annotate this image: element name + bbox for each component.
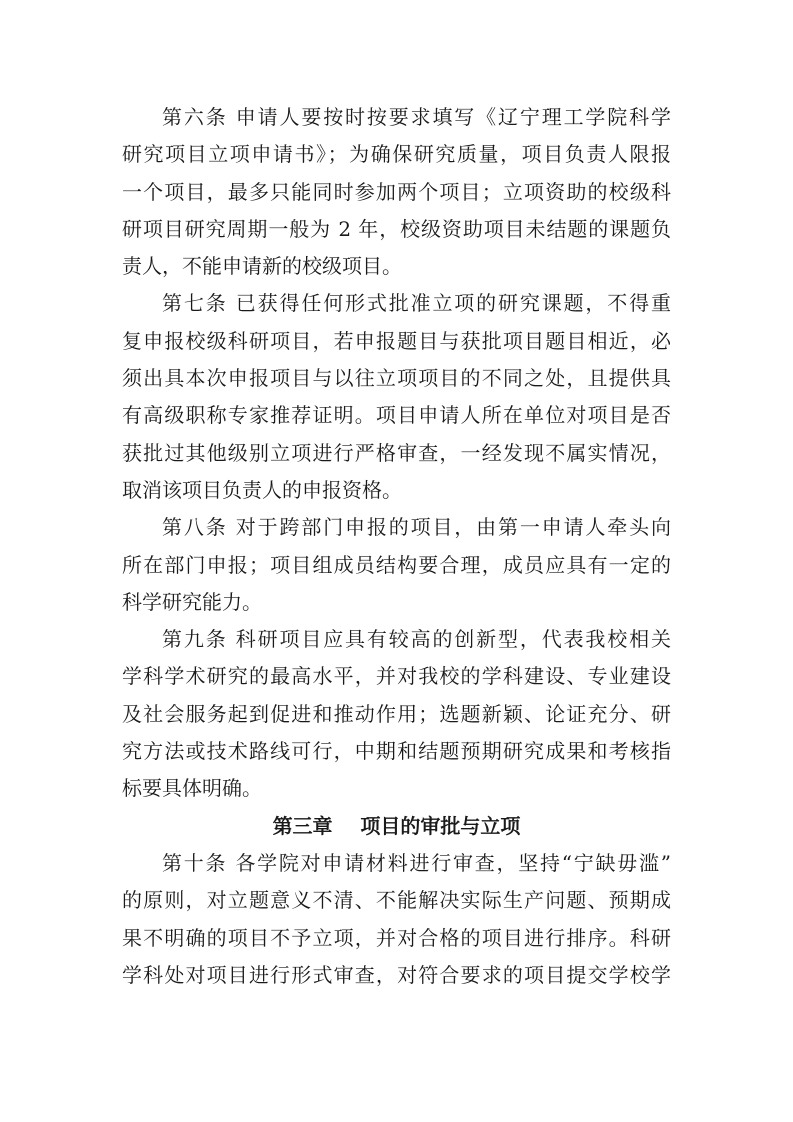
chapter-heading: 第三章 项目的审批与立项 [272, 813, 521, 838]
text-line: 第八条 对于跨部门申报的项目，由第一申请人牵头向 [162, 515, 671, 540]
text-line: 有高级职称专家推荐证明。项目申请人所在单位对项目是否 [122, 403, 671, 428]
article-paragraph [122, 845, 671, 994]
text-line: 研究项目立项申请书》；为确保研究质量，项目负责人限报 [122, 142, 671, 167]
text-line: 一个项目，最多只能同时参加两个项目；立项资助的校级科 [122, 179, 671, 204]
text-line: 第九条 科研项目应具有较高的创新型，代表我校相关 [162, 627, 671, 652]
article-paragraph [122, 99, 671, 285]
text-line: 复申报校级科研项目，若申报题目与获批项目题目相近，必 [122, 328, 671, 353]
text-line: 获批过其他级别立项进行严格审查，一经发现不属实情况， [122, 440, 671, 465]
text-line: 第十条 各学院对申请材料进行审查，坚持“宁缺毋滥” [162, 850, 671, 875]
text-line: 标要具体明确。 [122, 776, 262, 801]
text-line: 的原则，对立题意义不清、不能解决实际生产问题、预期成 [122, 888, 671, 913]
text-line: 学科处对项目进行形式审查，对符合要求的项目提交学校学 [122, 962, 671, 987]
text-line: 究方法或技术路线可行，中期和结题预期研究成果和考核指 [122, 739, 671, 764]
text-line: 学科学术研究的最高水平，并对我校的学科建设、专业建设 [122, 664, 671, 689]
text-line: 取消该项目负责人的申报资格。 [122, 477, 402, 502]
article-paragraph [122, 285, 671, 509]
article-paragraph [122, 621, 671, 807]
text-line: 第七条 已获得任何形式批准立项的研究课题，不得重 [162, 291, 671, 316]
article-paragraph [122, 509, 671, 621]
text-line: 须出具本次申报项目与以往立项项目的不同之处，且提供具 [122, 366, 671, 391]
document-body [122, 99, 671, 994]
text-line: 及社会服务起到促进和推动作用；选题新颖、论证充分、研 [122, 701, 671, 726]
text-line: 所在部门申报；项目组成员结构要合理，成员应具有一定的 [122, 552, 671, 577]
text-line: 果不明确的项目不予立项，并对合格的项目进行排序。科研 [122, 925, 671, 950]
text-line: 第六条 申请人要按时按要求填写《辽宁理工学院科学 [162, 105, 671, 129]
text-line: 科学研究能力。 [122, 589, 262, 614]
text-line: 研项目研究周期一般为 2 年，校级资助项目未结题的课题负 [122, 216, 671, 241]
text-line: 责人，不能申请新的校级项目。 [122, 254, 402, 279]
